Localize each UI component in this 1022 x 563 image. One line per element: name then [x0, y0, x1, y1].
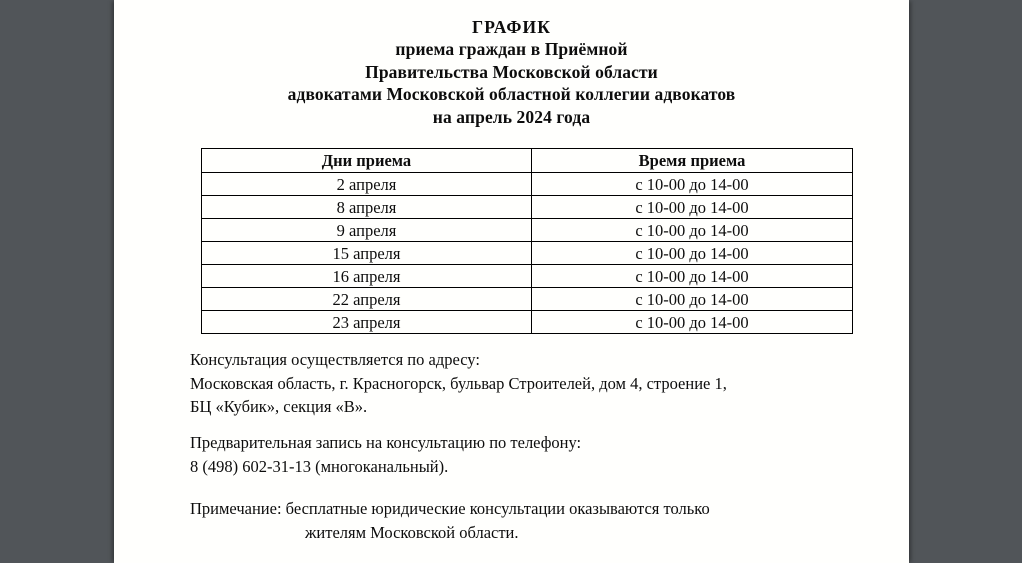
table-row: [202, 242, 853, 265]
address-line-2: Московская область, г. Красногорск, бульвар Строителей, дом 4, строение 1,: [190, 373, 727, 393]
cell-time: с 10-00 до 14-00: [532, 265, 853, 288]
address-line-1: Консультация осуществляется по адресу:: [190, 350, 480, 369]
cell-time: с 10-00 до 14-00: [532, 219, 853, 242]
note-line-2: жителям Московской области.: [305, 522, 519, 542]
cell-time: с 10-00 до 14-00: [532, 196, 853, 219]
table-row: [202, 311, 853, 334]
table-row: [202, 173, 853, 196]
cell-time: с 10-00 до 14-00: [532, 173, 853, 196]
cell-day: 15 апреля: [202, 242, 532, 265]
table-row: [202, 288, 853, 311]
reception-schedule-table: [201, 148, 853, 334]
note-line-1: Примечание: бесплатные юридические консультации оказываются только: [190, 499, 710, 518]
cell-day: 23 апреля: [202, 311, 532, 334]
address-line-3: БЦ «Кубик», секция «В».: [190, 397, 368, 416]
cell-time: с 10-00 до 14-00: [532, 288, 853, 311]
phone-line-1: Предварительная запись на консультацию по телефону:: [190, 433, 582, 452]
document-page: [114, 0, 909, 563]
table-row: [202, 196, 853, 219]
cell-day: 22 апреля: [202, 288, 532, 311]
note-paragraph: [190, 497, 710, 544]
title-line-2: приема граждан в Приёмной: [395, 39, 628, 60]
cell-day: 16 апреля: [202, 265, 532, 288]
phone-number: 8 (498) 602-31-13 (многоканальный).: [190, 456, 449, 476]
title-line-1: ГРАФИК: [471, 17, 552, 37]
cell-day: 9 апреля: [202, 219, 532, 242]
table-row: [202, 219, 853, 242]
title-line-3: Правительства Московской области: [365, 61, 658, 82]
phone-paragraph: [190, 431, 581, 478]
cell-day: 2 апреля: [202, 173, 532, 196]
column-header-days: Дни приема: [202, 149, 532, 173]
title-line-4: адвокатами Московской областной коллегии адвокатов: [287, 84, 736, 105]
address-paragraph: [190, 348, 727, 419]
table-header-row: [202, 149, 853, 173]
cell-time: с 10-00 до 14-00: [532, 311, 853, 334]
cell-day: 8 апреля: [202, 196, 532, 219]
document-title-block: [114, 16, 909, 128]
column-header-time: Время приема: [532, 149, 853, 173]
cell-time: с 10-00 до 14-00: [532, 242, 853, 265]
table-row: [202, 265, 853, 288]
title-line-5: на апрель 2024 года: [432, 106, 591, 127]
